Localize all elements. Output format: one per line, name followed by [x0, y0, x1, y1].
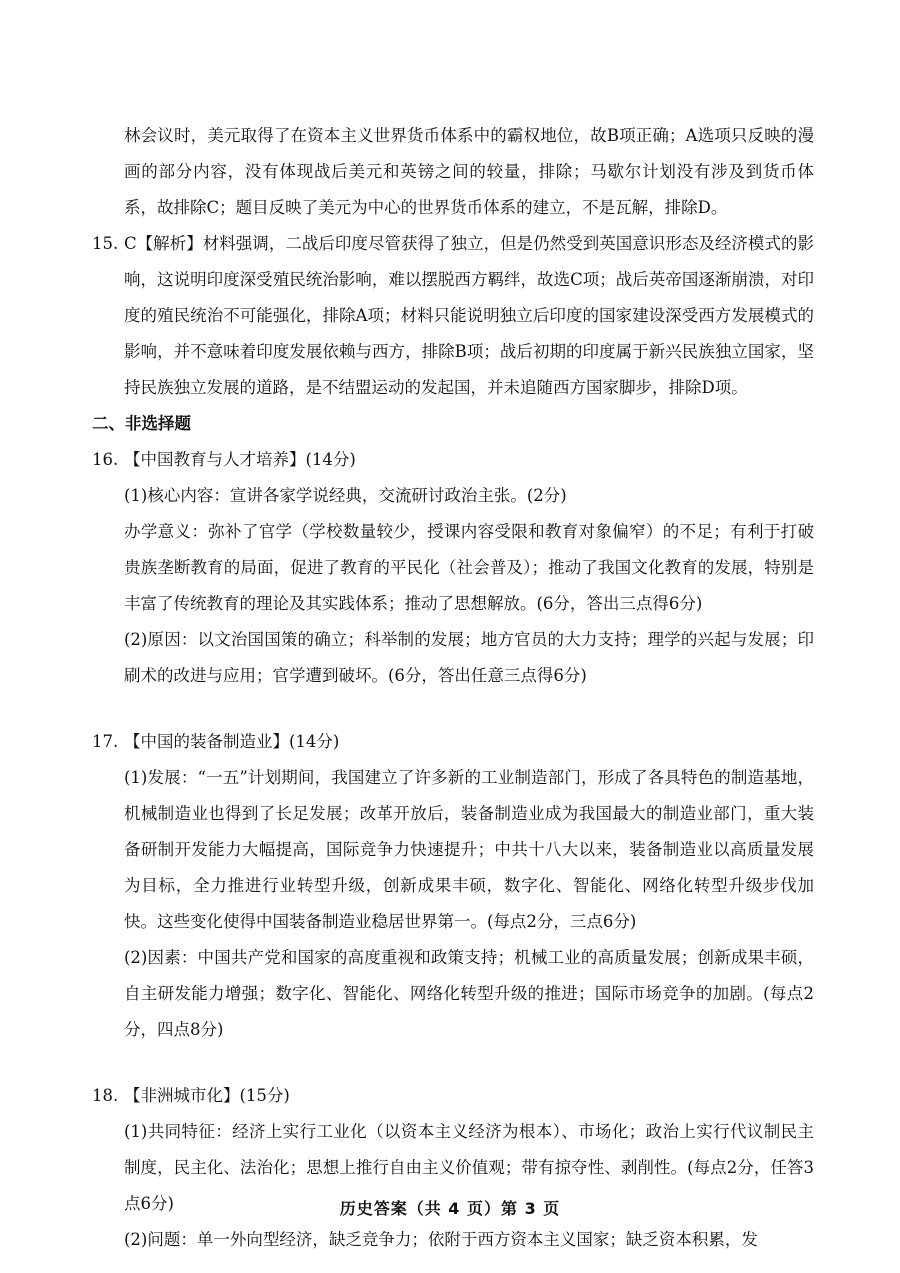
question-17-heading: 【中国的装备制造业】(14分)	[124, 732, 340, 751]
question-16-part2: (2)原因：以文治国国策的确立；科举制的发展；地方官员的大力支持；理学的兴起与发展；印刷术的改进与应用；官学遭到破坏。(6分，答出任意三点得6分)	[124, 630, 814, 685]
question-18-part1: (1)共同特征：经济上实行工业化（以资本主义经济为根本）、市场化；政治上实行代议制民主制度，民主化、法治化；思想上推行自由主义价值观；带有掠夺性、剥削性。(每点2分，任答3点6分)	[124, 1122, 814, 1213]
spacer	[92, 1048, 814, 1078]
question-15-answer: C【解析】材料强调，二战后印度尽管获得了独立，但是仍然受到英国意识形态及经济模式的影响，这说明印度深受殖民统治影响，难以摆脱西方羁绊，故选C项；战后英帝国逐渐崩溃，对印度的殖民统治不可能强化，排除A项；材料只能说明独立后印度的国家建设深受西方发展模式的影响，并不意味着印度发展依赖与西方，排除B项；战后初期的印度属于新兴民族独立国家，坚持民族独立发展的道路，是不结盟运动的发起国，并未追随西方国家脚步，排除D项。	[124, 234, 814, 397]
q14-continuation: 林会议时，美元取得了在资本主义世界货币体系中的霸权地位，故B项正确；A选项只反映的漫画的部分内容，没有体现战后美元和英镑之间的较量，排除；马歇尔计划没有涉及到货币体系，故排除C；题目反映了美元为中心的世界货币体系的建立，不是瓦解，排除D。	[124, 126, 814, 217]
question-16-heading: 【中国教育与人才培养】(14分)	[124, 450, 356, 469]
question-18-part2: (2)问题：单一外向型经济，缺乏竞争力；依附于西方资本主义国家；缺乏资本积累，发	[124, 1230, 758, 1249]
question-15	[92, 226, 814, 406]
question-17-part1: (1)发展：“一五”计划期间，我国建立了许多新的工业制造部门，形成了各具特色的制造基地，机械制造业也得到了长足发展；改革开放后，装备制造业成为我国最大的制造业部门，重大装备研制开发能力大幅提高，国际竞争力快速提升；中共十八大以来，装备制造业以高质量发展为目标，全力推进行业转型升级，创新成果丰硕，数字化、智能化、网络化转型升级步伐加快。这些变化使得中国装备制造业稳居世界第一。(每点2分，三点6分)	[124, 768, 814, 931]
spacer	[92, 694, 814, 724]
question-17	[92, 724, 814, 1048]
question-17-part2: (2)因素：中国共产党和国家的高度重视和政策支持；机械工业的高质量发展；创新成果丰硕，自主研发能力增强；数字化、智能化、网络化转型升级的推进；国际市场竞争的加剧。(每点2分，四点8分)	[124, 948, 814, 1039]
question-15-number: 15.	[92, 234, 119, 253]
page-footer: 历史答案（共 4 页）第 3 页	[339, 1199, 561, 1218]
question-18-number: 18.	[92, 1086, 119, 1105]
question-17-number: 17.	[92, 732, 119, 751]
question-16	[92, 442, 814, 694]
question-16-significance: 办学意义：弥补了官学（学校数量较少，授课内容受限和教育对象偏窄）的不足；有利于打破贵族垄断教育的局面，促进了教育的平民化（社会普及）；推动了我国文化教育的发展，特别是丰富了传统教育的理论及其实践体系；推动了思想解放。(6分，答出三点得6分)	[124, 522, 814, 613]
question-18-heading: 【非洲城市化】(15分)	[124, 1086, 290, 1105]
page-content	[92, 118, 814, 1258]
question-18	[92, 1078, 814, 1258]
section-title: 二、非选择题	[92, 414, 191, 433]
question-16-number: 16.	[92, 450, 119, 469]
question-16-part1: (1)核心内容：宣讲各家学说经典，交流研讨政治主张。(2分)	[124, 486, 567, 505]
